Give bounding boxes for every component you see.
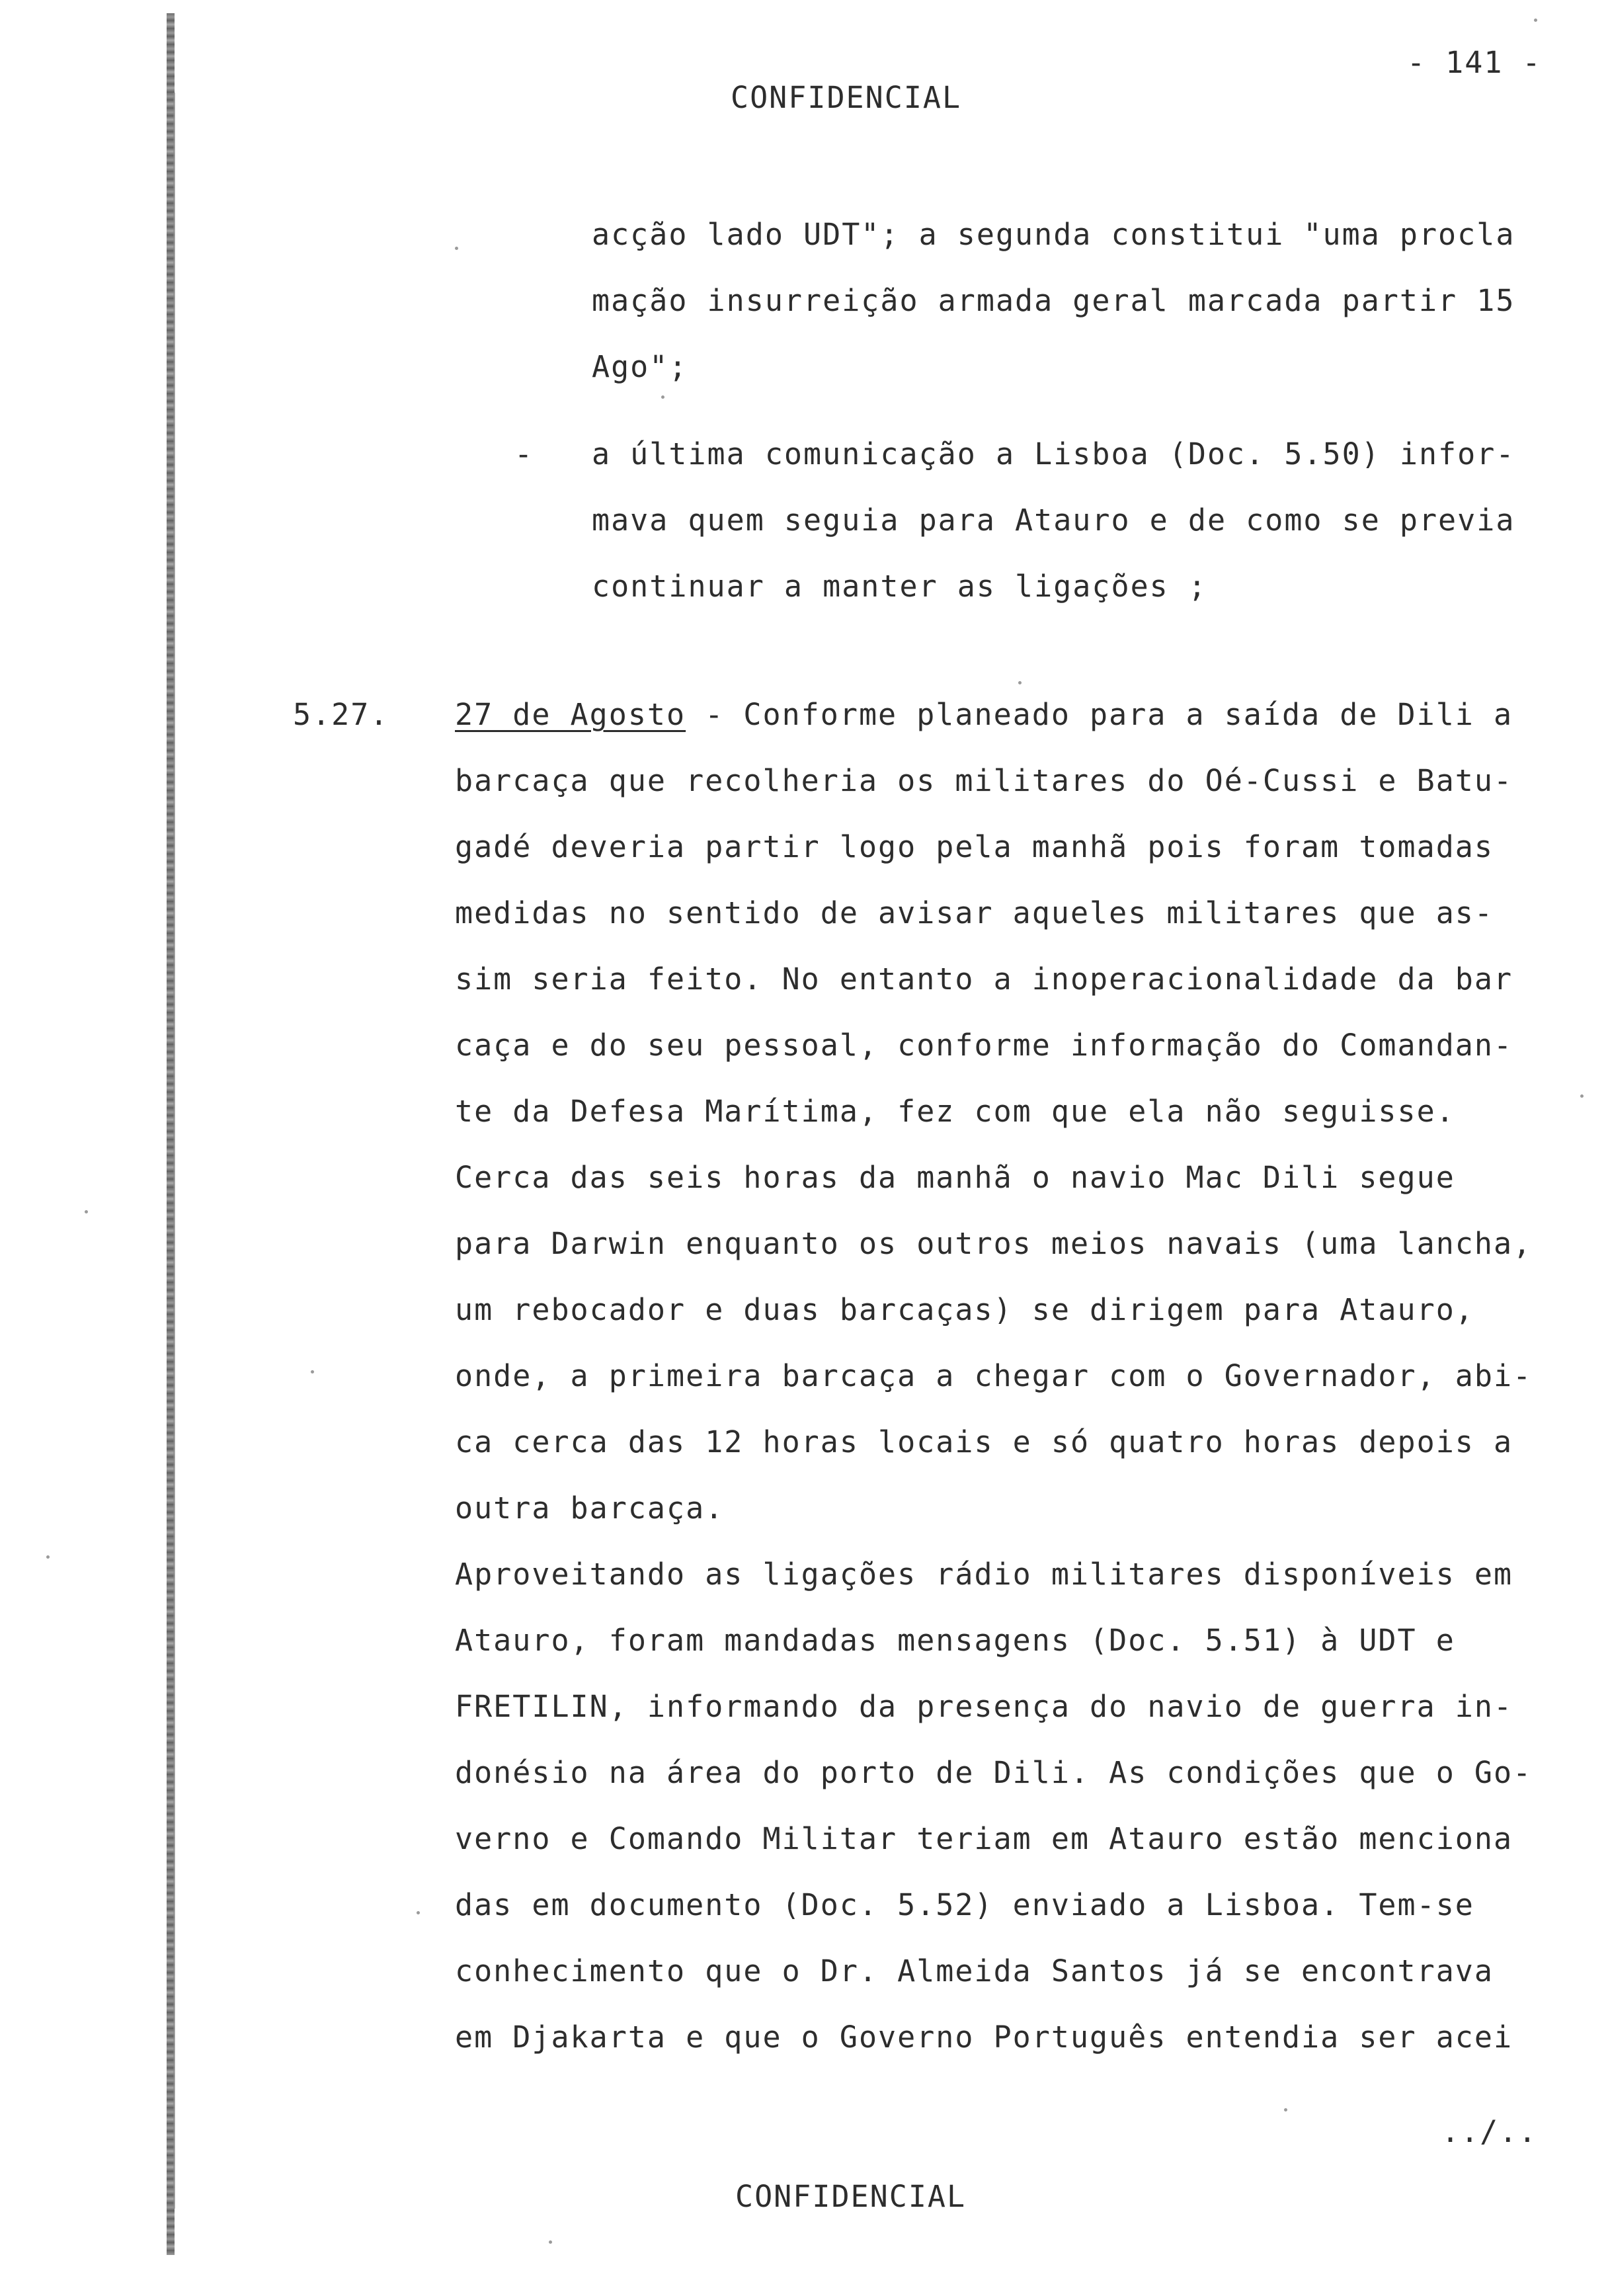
section-number: 5.27. bbox=[293, 697, 389, 732]
text-line: verno e Comando Militar teriam em Atauro estão menciona bbox=[455, 1821, 1513, 1856]
text-line: das em documento (Doc. 5.52) enviado a Lisboa. Tem-se bbox=[455, 1887, 1474, 1922]
scan-speck bbox=[549, 2240, 552, 2244]
text-line: caça e do seu pessoal, conforme informação do Comandan- bbox=[455, 1028, 1513, 1063]
continued-paragraph bbox=[592, 202, 1515, 400]
text-line: Cerca das seis horas da manhã o navio Mac Dili segue bbox=[455, 1160, 1455, 1195]
text-line: outra barcaça. bbox=[455, 1491, 725, 1526]
text-line: gadé deveria partir logo pela manhã pois foram tomadas bbox=[455, 829, 1494, 864]
bullet-marker: - bbox=[514, 436, 534, 472]
text-line: continuar a manter as ligações ; bbox=[592, 569, 1207, 604]
binding-edge-line bbox=[173, 93, 175, 2209]
section-paragraph bbox=[455, 682, 1532, 2070]
text-line: mação insurreição armada geral marcada partir 15 bbox=[592, 283, 1515, 318]
text-line: conhecimento que o Dr. Almeida Santos já se encontrava bbox=[455, 1953, 1494, 1988]
text-line: acção lado UDT"; a segunda constitui "uma procla bbox=[592, 217, 1515, 252]
text-line: Atauro, foram mandadas mensagens (Doc. 5.51) à UDT e bbox=[455, 1623, 1455, 1658]
scan-speck bbox=[1580, 1094, 1584, 1098]
scan-speck bbox=[311, 1370, 314, 1374]
bullet-paragraph bbox=[592, 421, 1515, 620]
text-line: onde, a primeira barcaça a chegar com o Governador, abi- bbox=[455, 1358, 1533, 1393]
scan-speck bbox=[417, 1911, 420, 1914]
text-line: sim seria feito. No entanto a inoperacionalidade da bar bbox=[455, 962, 1513, 997]
text-line: em Djakarta e que o Governo Português entendia ser acei bbox=[455, 2020, 1513, 2055]
header-classification: CONFIDENCIAL bbox=[731, 80, 962, 115]
text-line: te da Defesa Marítima, fez com que ela não seguisse. bbox=[455, 1094, 1455, 1129]
scan-speck bbox=[455, 247, 458, 250]
text-line: ca cerca das 12 horas locais e só quatro horas depois a bbox=[455, 1424, 1513, 1459]
scan-speck bbox=[1534, 19, 1537, 22]
text-line bbox=[455, 682, 1532, 748]
first-line-text: - Conforme planeado para a saída de Dili a bbox=[686, 697, 1513, 732]
date-heading: 27 de Agosto bbox=[455, 697, 686, 732]
page-number: - 141 - bbox=[1407, 45, 1542, 80]
text-line: Aproveitando as ligações rádio militares disponíveis em bbox=[455, 1557, 1513, 1592]
scan-speck bbox=[46, 1555, 50, 1559]
text-line: para Darwin enquanto os outros meios navais (uma lancha, bbox=[455, 1226, 1533, 1261]
text-line: donésio na área do porto de Dili. As condições que o Go- bbox=[455, 1755, 1533, 1790]
text-line: barcaça que recolheria os militares do Oé-Cussi e Batu- bbox=[455, 763, 1513, 798]
text-line: FRETILIN, informando da presença do navio de guerra in- bbox=[455, 1689, 1513, 1724]
text-line: medidas no sentido de avisar aqueles militares que as- bbox=[455, 895, 1494, 930]
scan-speck bbox=[85, 1210, 88, 1213]
text-line: mava quem seguia para Atauro e de como se previa bbox=[592, 503, 1515, 538]
continuation-mark: ../.. bbox=[1441, 2114, 1538, 2149]
text-line: a última comunicação a Lisboa (Doc. 5.50) infor- bbox=[592, 436, 1515, 472]
text-line: Ago"; bbox=[592, 349, 688, 384]
footer-classification: CONFIDENCIAL bbox=[735, 2179, 967, 2214]
text-line: um rebocador e duas barcaças) se dirigem para Atauro, bbox=[455, 1292, 1474, 1327]
scan-speck bbox=[1284, 2108, 1287, 2112]
